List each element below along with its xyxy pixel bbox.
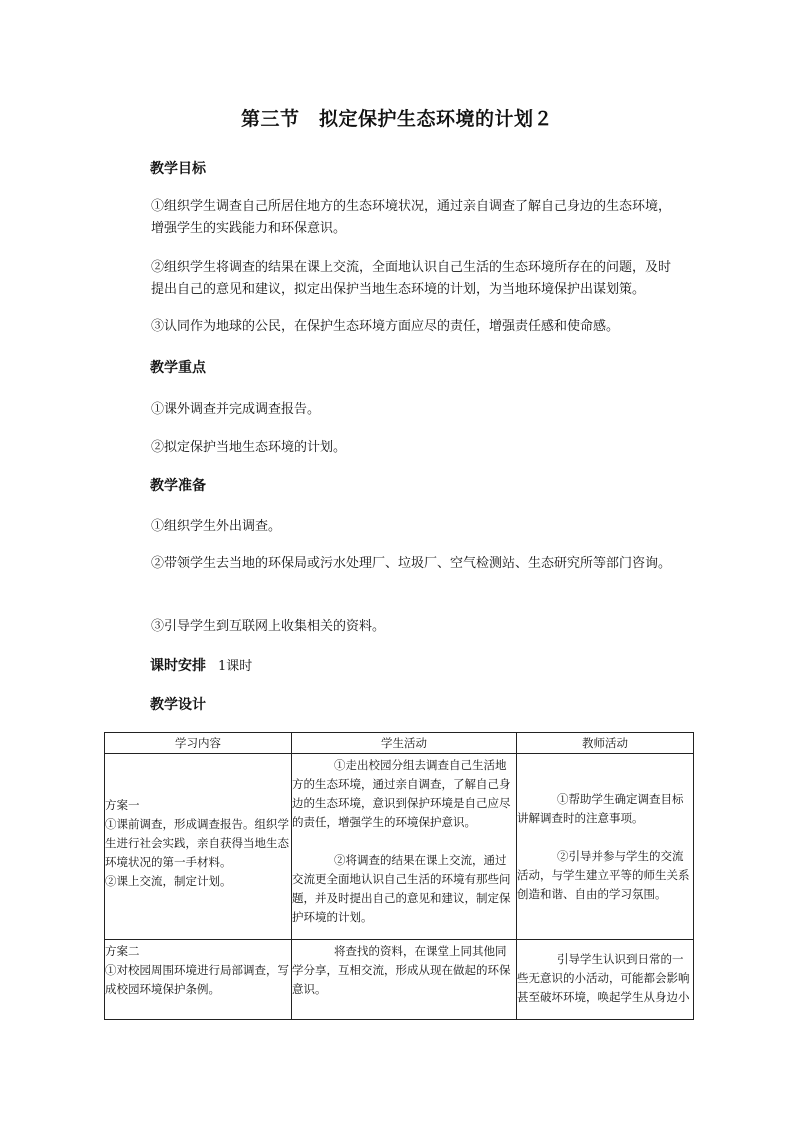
design-table xyxy=(104,732,694,1020)
teacher-activity: ②引导并参与学生的交流活动，与学生建立平等的师生关系创造和谐、自由的学习氛围。 xyxy=(517,849,690,901)
schedule xyxy=(150,655,252,675)
objective-text-1: ①组织学生调查自己所居住地方的生态环境状况，通过亲自调查了解自己身边的生态环境，增强学生的实践能力和环保意识。 xyxy=(151,199,672,236)
page-title: 第三节 拟定保护生态环境的计划２ xyxy=(240,108,553,130)
preparation-item-3: ③引导学生到互联网上收集相关的资料。 xyxy=(151,619,386,634)
teacher-activity: 引导学生认识到日常的一些无意识的小活动，可能都会影响甚至破坏环境，唤起学生从身边小 xyxy=(517,952,690,1004)
table-row xyxy=(105,754,694,940)
objective-item-3 xyxy=(117,316,677,338)
plan-step: ①课前调查，形成调查报告。组织学生进行社会实践，亲自获得当地生态环境状况的第一手材料。 xyxy=(105,817,289,869)
key-points-heading: 教学重点 xyxy=(150,360,206,376)
student-activity-cell xyxy=(292,754,517,940)
table-header-row xyxy=(105,733,694,754)
schedule-value: 1课时 xyxy=(218,659,253,674)
preparation-text-2: ②带领学生去当地的环保局或污水处理厂、垃圾厂、空气检测站、生态研究所等部门咨询。 xyxy=(151,556,672,571)
content-cell xyxy=(105,754,292,940)
design-heading: 教学设计 xyxy=(150,697,206,713)
objective-item-2 xyxy=(117,257,677,301)
content-cell xyxy=(105,940,292,1020)
objective-text-3: ③认同作为地球的公民，在保护生态环境方面应尽的责任，增强责任感和使命感。 xyxy=(151,319,620,334)
schedule-label: 课时安排 xyxy=(150,658,206,674)
objective-text-2: ②组织学生将调查的结果在课上交流，全面地认识自己生活的生态环境所存在的问题，及时提出自己的意见和建议，拟定出保护当地生态环境的计划，为当地环境保护出谋划策。 xyxy=(151,260,672,297)
plan-label: 方案二 xyxy=(105,944,140,958)
table-row xyxy=(105,940,694,1020)
plan-step: ①对校园周围环境进行局部调查，写成校园环境保护条例。 xyxy=(105,963,289,996)
column-header-content: 学习内容 xyxy=(105,733,292,754)
preparation-item-1: ①组织学生外出调查。 xyxy=(151,519,282,534)
plan-label: 方案一 xyxy=(105,798,140,812)
plan-step: ②课上交流，制定计划。 xyxy=(105,874,232,888)
preparation-item-2 xyxy=(117,553,677,575)
student-activity-cell xyxy=(292,940,517,1020)
student-activity: ②将调查的结果在课上交流，通过交流更全面地认识自己生活的环境有那些问题，并及时提出自己的意见和建议，制定保护环境的计划。 xyxy=(292,853,511,924)
key-point-1: ①课外调查并完成调查报告。 xyxy=(151,402,321,417)
column-header-student: 学生活动 xyxy=(292,733,517,754)
teacher-activity-cell xyxy=(517,940,694,1020)
objective-item-1 xyxy=(117,196,677,240)
preparation-heading: 教学准备 xyxy=(150,478,206,494)
teacher-activity-cell xyxy=(517,754,694,940)
column-header-teacher: 教师活动 xyxy=(517,733,694,754)
objectives-heading: 教学目标 xyxy=(150,161,206,177)
teacher-activity: ①帮助学生确定调查目标讲解调查时的注意事项。 xyxy=(517,792,684,825)
student-activity: 将查找的资料，在课堂上同其他同学分享，互相交流，形成从现在做起的环保意识。 xyxy=(292,944,511,996)
key-point-2: ②拟定保护当地生态环境的计划。 xyxy=(151,440,347,455)
student-activity: ①走出校园分组去调查自己生活地方的生态环境，通过亲自调查，了解自己身边的生态环境，意识到保护环境是自己应尽的责任，增强学生的环境保护意识。 xyxy=(292,758,511,829)
